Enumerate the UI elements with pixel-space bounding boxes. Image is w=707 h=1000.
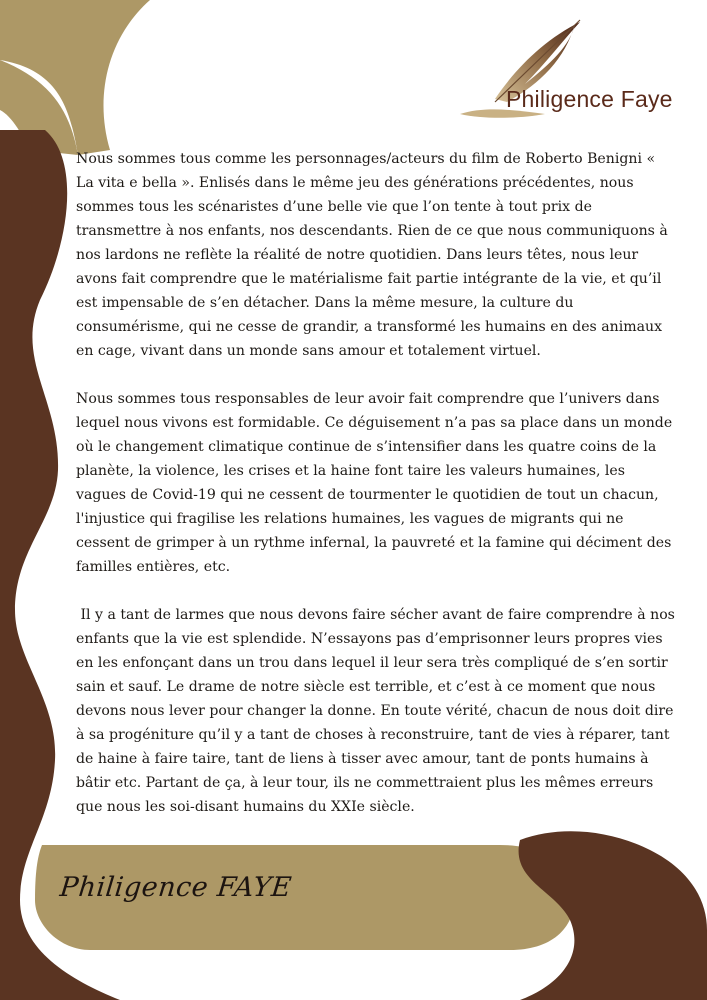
signature: Philigence FAYE (58, 872, 294, 903)
paragraph-3: Il y a tant de larmes que nous devons faire sécher avant de faire comprendre à nos enfants que la vie est splendide. N’essayons pas d’emprisonner leurs propres vies en les enfonçant dans un trou dans lequel il leur sera très compliqué de s’en sortir sain et sauf. Le drame de notre siècle est terrible, et c’est à ce moment que nous devons nous lever pour changer la donne. En toute vérité, chacun de nous doit dire à sa progéniture qu’il y a tant de choses à reconstruire, tant de vies à réparer, tant de haine à faire taire, tant de liens à tisser avec amour, tant de ponts humains à bâtir etc. Partant de ça, à leur tour, ils ne commettraient plus les mêmes erreurs que nous les soi-disant humains du XXIe siècle. (76, 607, 680, 815)
letter-body (76, 147, 680, 843)
paragraph-1: Nous sommes tous comme les personnages/acteurs du film de Roberto Benigni « La vita e bella ». Enlisés dans le même jeu des générations précédentes, nous sommes tous les scénaristes d’une belle vie que l’on tente à tout prix de transmettre à nos enfants, nos descendants. Rien de ce que nous communiquons à nos lardons ne reflète la réalité de notre quotidien. Dans leurs têtes, nous leur avons fait comprendre que le matérialisme fait partie intégrante de la vie, et qu’il est impensable de s’en détacher. Dans la même mesure, la culture du consumérisme, qui ne cesse de grandir, a transformé les humains en des animaux en cage, vivant dans un monde sans amour et totalement virtuel. (76, 151, 668, 359)
logo-name: Philigence Faye (506, 86, 673, 112)
paragraph-2: Nous sommes tous responsables de leur avoir fait comprendre que l’univers dans lequel nous vivons est formidable. Ce déguisement n’a pas sa place dans un monde où le changement climatique continue de s’intensifier dans les quatre coins de la planète, la violence, les crises et la haine font taire les valeurs humaines, les vagues de Covid-19 qui ne cessent de tourmenter le quotidien de tout un chacun, l'injustice qui fragilise les relations humaines, les vagues de migrants qui ne cessent de grimper à un rythme infernal, la pauvreté et la famine qui déciment des familles entières, etc. (76, 391, 673, 575)
